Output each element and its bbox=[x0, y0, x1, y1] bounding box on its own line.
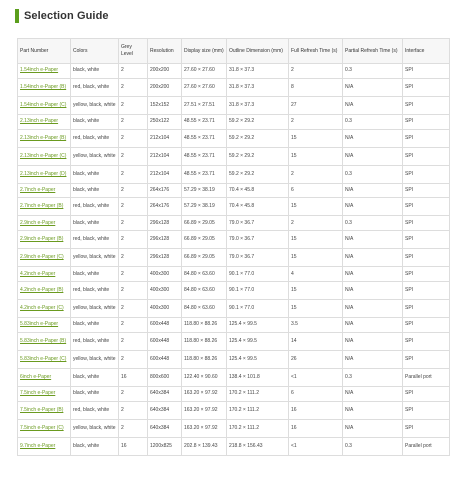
table-cell: SPI bbox=[403, 147, 450, 165]
table-cell: 250x122 bbox=[148, 114, 182, 129]
column-header: Full Refresh Time (s) bbox=[289, 39, 343, 64]
table-cell: 15 bbox=[289, 249, 343, 267]
table-cell: 6 bbox=[289, 183, 343, 198]
table-cell: SPI bbox=[403, 96, 450, 114]
table-cell: black, white bbox=[71, 437, 119, 455]
table-cell: 122.40 × 90.60 bbox=[182, 368, 227, 386]
part-number-link[interactable]: 2.9inch e-Paper (B) bbox=[20, 236, 64, 243]
table-cell: 15 bbox=[289, 231, 343, 249]
table-cell: red, black, white bbox=[71, 401, 119, 419]
table-row bbox=[18, 216, 450, 231]
table-cell: 59.2 × 29.2 bbox=[227, 129, 289, 147]
table-cell: 264x176 bbox=[148, 183, 182, 198]
table-cell: 2 bbox=[119, 165, 148, 183]
header-row bbox=[18, 39, 450, 64]
table-cell: 14 bbox=[289, 332, 343, 350]
part-number-cell bbox=[18, 386, 71, 401]
heading-accent-bar bbox=[15, 9, 19, 23]
part-number-link[interactable]: 1.54inch e-Paper (B) bbox=[20, 83, 67, 90]
table-cell: 31.8 × 37.3 bbox=[227, 78, 289, 96]
table-row bbox=[18, 350, 450, 368]
table-cell: SPI bbox=[403, 317, 450, 332]
table-row bbox=[18, 267, 450, 282]
table-cell: 2 bbox=[119, 216, 148, 231]
table-row bbox=[18, 147, 450, 165]
table-cell: 600x448 bbox=[148, 350, 182, 368]
table-cell: N/A bbox=[343, 198, 403, 216]
table-cell: SPI bbox=[403, 419, 450, 437]
table-cell: 16 bbox=[119, 437, 148, 455]
table-cell: 15 bbox=[289, 281, 343, 299]
table-cell: SPI bbox=[403, 299, 450, 317]
part-number-link[interactable]: 2.7inch e-Paper bbox=[20, 186, 56, 193]
table-cell: 66.89 × 29.05 bbox=[182, 249, 227, 267]
table-cell: 296x128 bbox=[148, 231, 182, 249]
table-row bbox=[18, 281, 450, 299]
table-row bbox=[18, 129, 450, 147]
table-cell: 66.89 × 29.05 bbox=[182, 231, 227, 249]
table-cell: 84.80 × 63.60 bbox=[182, 281, 227, 299]
part-number-cell bbox=[18, 267, 71, 282]
table-cell: 70.4 × 45.8 bbox=[227, 198, 289, 216]
table-cell: 125.4 × 99.5 bbox=[227, 317, 289, 332]
table-cell: 0.3 bbox=[343, 368, 403, 386]
table-cell: 400x300 bbox=[148, 267, 182, 282]
part-number-link[interactable]: 5.83inch e-Paper (C) bbox=[20, 355, 67, 362]
table-cell: 640x384 bbox=[148, 419, 182, 437]
table-cell: 0.3 bbox=[343, 437, 403, 455]
table-cell: 27.60 × 27.60 bbox=[182, 64, 227, 79]
table-cell: N/A bbox=[343, 231, 403, 249]
table-cell: N/A bbox=[343, 147, 403, 165]
table-cell: N/A bbox=[343, 386, 403, 401]
part-number-link[interactable]: 4.2inch e-Paper (B) bbox=[20, 286, 64, 293]
table-cell: 200x200 bbox=[148, 78, 182, 96]
table-cell: 26 bbox=[289, 350, 343, 368]
part-number-cell bbox=[18, 317, 71, 332]
column-header: Interface bbox=[403, 39, 450, 64]
part-number-cell bbox=[18, 249, 71, 267]
part-number-cell bbox=[18, 231, 71, 249]
part-number-link[interactable]: 1.54inch e-Paper (C) bbox=[20, 101, 67, 108]
table-cell: 264x176 bbox=[148, 198, 182, 216]
table-cell: black, white bbox=[71, 317, 119, 332]
table-row bbox=[18, 437, 450, 455]
table-cell: 163.20 × 97.92 bbox=[182, 386, 227, 401]
table-cell: black, white bbox=[71, 386, 119, 401]
part-number-cell bbox=[18, 198, 71, 216]
table-cell: yellow, black, white bbox=[71, 249, 119, 267]
table-cell: 79.0 × 36.7 bbox=[227, 231, 289, 249]
part-number-link[interactable]: 1.54inch e-Paper bbox=[20, 67, 59, 74]
part-number-cell bbox=[18, 129, 71, 147]
table-cell: <1 bbox=[289, 368, 343, 386]
table-cell: SPI bbox=[403, 231, 450, 249]
table-cell: black, white bbox=[71, 216, 119, 231]
table-row bbox=[18, 332, 450, 350]
table-row bbox=[18, 317, 450, 332]
table-cell: 79.0 × 36.7 bbox=[227, 216, 289, 231]
table-cell: 15 bbox=[289, 129, 343, 147]
table-cell: N/A bbox=[343, 96, 403, 114]
table-cell: 90.1 × 77.0 bbox=[227, 281, 289, 299]
table-cell: 2 bbox=[119, 114, 148, 129]
table-header bbox=[18, 39, 450, 64]
table-cell: 2 bbox=[119, 401, 148, 419]
table-cell: red, black, white bbox=[71, 332, 119, 350]
table-cell: N/A bbox=[343, 281, 403, 299]
table-cell: 1200x825 bbox=[148, 437, 182, 455]
table-cell: 202.8 × 139.43 bbox=[182, 437, 227, 455]
table-cell: N/A bbox=[343, 419, 403, 437]
table-cell: 48.55 × 23.71 bbox=[182, 114, 227, 129]
table-cell: black, white bbox=[71, 64, 119, 79]
table-cell: <1 bbox=[289, 437, 343, 455]
table-cell: yellow, black, white bbox=[71, 350, 119, 368]
table-cell: N/A bbox=[343, 350, 403, 368]
table-cell: 15 bbox=[289, 147, 343, 165]
table-cell: 170.2 × 111.2 bbox=[227, 401, 289, 419]
table-cell: 27.51 × 27.51 bbox=[182, 96, 227, 114]
part-number-link[interactable]: 4.2inch e-Paper bbox=[20, 270, 56, 277]
table-cell: SPI bbox=[403, 165, 450, 183]
table-cell: 800x600 bbox=[148, 368, 182, 386]
table-cell: N/A bbox=[343, 129, 403, 147]
table-cell: 57.29 × 38.19 bbox=[182, 198, 227, 216]
column-header: Partial Refresh Time (s) bbox=[343, 39, 403, 64]
table-cell: red, black, white bbox=[71, 231, 119, 249]
table-cell: 8 bbox=[289, 78, 343, 96]
table-cell: 118.80 × 88.26 bbox=[182, 350, 227, 368]
table-cell: SPI bbox=[403, 198, 450, 216]
part-number-cell bbox=[18, 350, 71, 368]
part-number-link[interactable]: 7.5inch e-Paper bbox=[20, 390, 56, 397]
table-cell: 2 bbox=[289, 64, 343, 79]
table-cell: 2 bbox=[119, 129, 148, 147]
table-cell: red, black, white bbox=[71, 78, 119, 96]
table-cell: SPI bbox=[403, 129, 450, 147]
part-number-link[interactable]: 2.13inch e-Paper (C) bbox=[20, 152, 67, 159]
table-cell: N/A bbox=[343, 317, 403, 332]
table-cell: 90.1 × 77.0 bbox=[227, 267, 289, 282]
table-cell: SPI bbox=[403, 332, 450, 350]
part-number-cell bbox=[18, 299, 71, 317]
part-number-cell bbox=[18, 183, 71, 198]
part-number-link[interactable]: 2.13inch e-Paper (D) bbox=[20, 170, 67, 177]
table-cell: 296x128 bbox=[148, 216, 182, 231]
table-cell: 125.4 × 99.5 bbox=[227, 350, 289, 368]
table-cell: 16 bbox=[289, 401, 343, 419]
table-cell: black, white bbox=[71, 267, 119, 282]
part-number-link[interactable]: 6inch e-Paper bbox=[20, 373, 52, 380]
table-cell: 59.2 × 29.2 bbox=[227, 114, 289, 129]
table-cell: yellow, black, white bbox=[71, 419, 119, 437]
table-cell: 48.55 × 23.71 bbox=[182, 165, 227, 183]
table-cell: 163.20 × 97.92 bbox=[182, 419, 227, 437]
part-number-cell bbox=[18, 96, 71, 114]
table-cell: 27.60 × 27.60 bbox=[182, 78, 227, 96]
table-row bbox=[18, 299, 450, 317]
table-cell: 4 bbox=[289, 267, 343, 282]
table-cell: 0.3 bbox=[343, 216, 403, 231]
table-cell: 6 bbox=[289, 386, 343, 401]
table-cell: N/A bbox=[343, 332, 403, 350]
part-number-cell bbox=[18, 147, 71, 165]
table-cell: red, black, white bbox=[71, 129, 119, 147]
table-cell: SPI bbox=[403, 64, 450, 79]
table-cell: 118.80 × 88.26 bbox=[182, 317, 227, 332]
table-cell: 170.2 × 111.2 bbox=[227, 419, 289, 437]
part-number-cell bbox=[18, 114, 71, 129]
table-cell: 59.2 × 29.2 bbox=[227, 147, 289, 165]
table-cell: 31.8 × 37.3 bbox=[227, 64, 289, 79]
page-title: Selection Guide bbox=[24, 10, 109, 22]
table-row bbox=[18, 114, 450, 129]
part-number-link[interactable]: 4.2inch e-Paper (C) bbox=[20, 304, 64, 311]
part-number-link[interactable]: 2.13inch e-Paper bbox=[20, 118, 59, 125]
table-cell: SPI bbox=[403, 114, 450, 129]
table-cell: SPI bbox=[403, 267, 450, 282]
part-number-cell bbox=[18, 281, 71, 299]
table-cell: 2 bbox=[119, 281, 148, 299]
table-cell: black, white bbox=[71, 368, 119, 386]
table-cell: 2 bbox=[289, 216, 343, 231]
table-cell: 640x384 bbox=[148, 401, 182, 419]
table-cell: 170.2 × 111.2 bbox=[227, 386, 289, 401]
table-row bbox=[18, 78, 450, 96]
table-cell: 70.4 × 45.8 bbox=[227, 183, 289, 198]
table-cell: 16 bbox=[119, 368, 148, 386]
table-cell: 600x448 bbox=[148, 332, 182, 350]
table-cell: SPI bbox=[403, 249, 450, 267]
column-header: Colors bbox=[71, 39, 119, 64]
table-cell: 163.20 × 97.92 bbox=[182, 401, 227, 419]
part-number-cell bbox=[18, 419, 71, 437]
table-cell: 16 bbox=[289, 419, 343, 437]
table-cell: SPI bbox=[403, 216, 450, 231]
table-row bbox=[18, 96, 450, 114]
table-row bbox=[18, 249, 450, 267]
table-cell: 27 bbox=[289, 96, 343, 114]
table-row bbox=[18, 165, 450, 183]
table-cell: 0.3 bbox=[343, 165, 403, 183]
part-number-link[interactable]: 2.7inch e-Paper (B) bbox=[20, 203, 64, 210]
table-cell: SPI bbox=[403, 183, 450, 198]
table-cell: 79.0 × 36.7 bbox=[227, 249, 289, 267]
part-number-cell bbox=[18, 165, 71, 183]
table-cell: Parallel port bbox=[403, 368, 450, 386]
table-cell: 200x200 bbox=[148, 64, 182, 79]
table-cell: 3.5 bbox=[289, 317, 343, 332]
table-cell: 2 bbox=[119, 350, 148, 368]
table-cell: 15 bbox=[289, 198, 343, 216]
table-cell: 59.2 × 29.2 bbox=[227, 165, 289, 183]
table-cell: 2 bbox=[119, 78, 148, 96]
table-cell: 218.8 × 156.43 bbox=[227, 437, 289, 455]
table-cell: 2 bbox=[119, 419, 148, 437]
table-cell: SPI bbox=[403, 281, 450, 299]
part-number-cell bbox=[18, 368, 71, 386]
table-cell: 48.55 × 23.71 bbox=[182, 147, 227, 165]
part-number-link[interactable]: 5.83inch e-Paper (B) bbox=[20, 337, 67, 344]
table-cell: black, white bbox=[71, 165, 119, 183]
part-number-cell bbox=[18, 401, 71, 419]
table-cell: N/A bbox=[343, 78, 403, 96]
table-cell: SPI bbox=[403, 386, 450, 401]
table-cell: N/A bbox=[343, 267, 403, 282]
table-cell: 15 bbox=[289, 299, 343, 317]
column-header: Outline Dimension (mm) bbox=[227, 39, 289, 64]
part-number-cell bbox=[18, 78, 71, 96]
table-cell: 0.3 bbox=[343, 64, 403, 79]
table-cell: 152x152 bbox=[148, 96, 182, 114]
table-cell: 2 bbox=[119, 198, 148, 216]
part-number-cell bbox=[18, 437, 71, 455]
table-row bbox=[18, 401, 450, 419]
table-cell: SPI bbox=[403, 350, 450, 368]
table-cell: 400x300 bbox=[148, 299, 182, 317]
table-cell: 84.80 × 63.60 bbox=[182, 267, 227, 282]
table-cell: SPI bbox=[403, 78, 450, 96]
column-header: Part Number bbox=[18, 39, 71, 64]
table-cell: black, white bbox=[71, 114, 119, 129]
table-cell: 84.80 × 63.60 bbox=[182, 299, 227, 317]
table-cell: 2 bbox=[119, 147, 148, 165]
table-cell: 2 bbox=[119, 231, 148, 249]
column-header: Display size (mm) bbox=[182, 39, 227, 64]
table-cell: 212x104 bbox=[148, 129, 182, 147]
table-cell: 2 bbox=[119, 183, 148, 198]
table-cell: 640x384 bbox=[148, 386, 182, 401]
part-number-link[interactable]: 9.7inch e-Paper bbox=[20, 442, 56, 449]
table-cell: 2 bbox=[119, 299, 148, 317]
part-number-link[interactable]: 7.5inch e-Paper (C) bbox=[20, 424, 64, 431]
table-cell: yellow, black, white bbox=[71, 299, 119, 317]
table-cell: black, white bbox=[71, 183, 119, 198]
table-cell: N/A bbox=[343, 249, 403, 267]
table-cell: 2 bbox=[119, 386, 148, 401]
table-cell: 2 bbox=[119, 96, 148, 114]
part-number-cell bbox=[18, 216, 71, 231]
table-cell: red, black, white bbox=[71, 198, 119, 216]
table-row bbox=[18, 183, 450, 198]
part-number-cell bbox=[18, 64, 71, 79]
table-cell: 2 bbox=[289, 114, 343, 129]
part-number-link[interactable]: 2.13inch e-Paper (B) bbox=[20, 134, 67, 141]
table-cell: 2 bbox=[119, 267, 148, 282]
table-cell: 57.29 × 38.19 bbox=[182, 183, 227, 198]
table-cell: 48.55 × 23.71 bbox=[182, 129, 227, 147]
table-cell: Parallel port bbox=[403, 437, 450, 455]
column-header: Grey Level bbox=[119, 39, 148, 64]
table-cell: 600x448 bbox=[148, 317, 182, 332]
part-number-link[interactable]: 2.9inch e-Paper bbox=[20, 219, 56, 226]
table-cell: 2 bbox=[119, 332, 148, 350]
table-cell: N/A bbox=[343, 401, 403, 419]
table-cell: 125.4 × 99.5 bbox=[227, 332, 289, 350]
section-heading bbox=[15, 8, 109, 24]
table-cell: 296x128 bbox=[148, 249, 182, 267]
part-number-link[interactable]: 7.5inch e-Paper (B) bbox=[20, 406, 64, 413]
table-cell: 2 bbox=[289, 165, 343, 183]
table-row bbox=[18, 386, 450, 401]
table-cell: red, black, white bbox=[71, 281, 119, 299]
table-cell: 138.4 × 101.8 bbox=[227, 368, 289, 386]
table-cell: yellow, black, white bbox=[71, 147, 119, 165]
table-cell: yellow, black, white bbox=[71, 96, 119, 114]
table-cell: 66.89 × 29.05 bbox=[182, 216, 227, 231]
table-cell: SPI bbox=[403, 401, 450, 419]
table-cell: N/A bbox=[343, 299, 403, 317]
table-row bbox=[18, 198, 450, 216]
table-row bbox=[18, 368, 450, 386]
table-cell: 2 bbox=[119, 249, 148, 267]
table-cell: 2 bbox=[119, 317, 148, 332]
table-cell: 90.1 × 77.0 bbox=[227, 299, 289, 317]
table-row bbox=[18, 231, 450, 249]
part-number-link[interactable]: 5.83inch e-Paper bbox=[20, 321, 59, 328]
selection-table bbox=[17, 38, 450, 456]
column-header: Resolution bbox=[148, 39, 182, 64]
table-body bbox=[18, 64, 450, 456]
table-row bbox=[18, 419, 450, 437]
table-row bbox=[18, 64, 450, 79]
table-cell: 31.8 × 37.3 bbox=[227, 96, 289, 114]
table-cell: 118.80 × 88.26 bbox=[182, 332, 227, 350]
table-cell: 212x104 bbox=[148, 165, 182, 183]
table-cell: 212x104 bbox=[148, 147, 182, 165]
table-cell: 2 bbox=[119, 64, 148, 79]
part-number-cell bbox=[18, 332, 71, 350]
table-cell: 400x300 bbox=[148, 281, 182, 299]
part-number-link[interactable]: 2.9inch e-Paper (C) bbox=[20, 254, 64, 261]
table-cell: N/A bbox=[343, 183, 403, 198]
table-cell: 0.3 bbox=[343, 114, 403, 129]
